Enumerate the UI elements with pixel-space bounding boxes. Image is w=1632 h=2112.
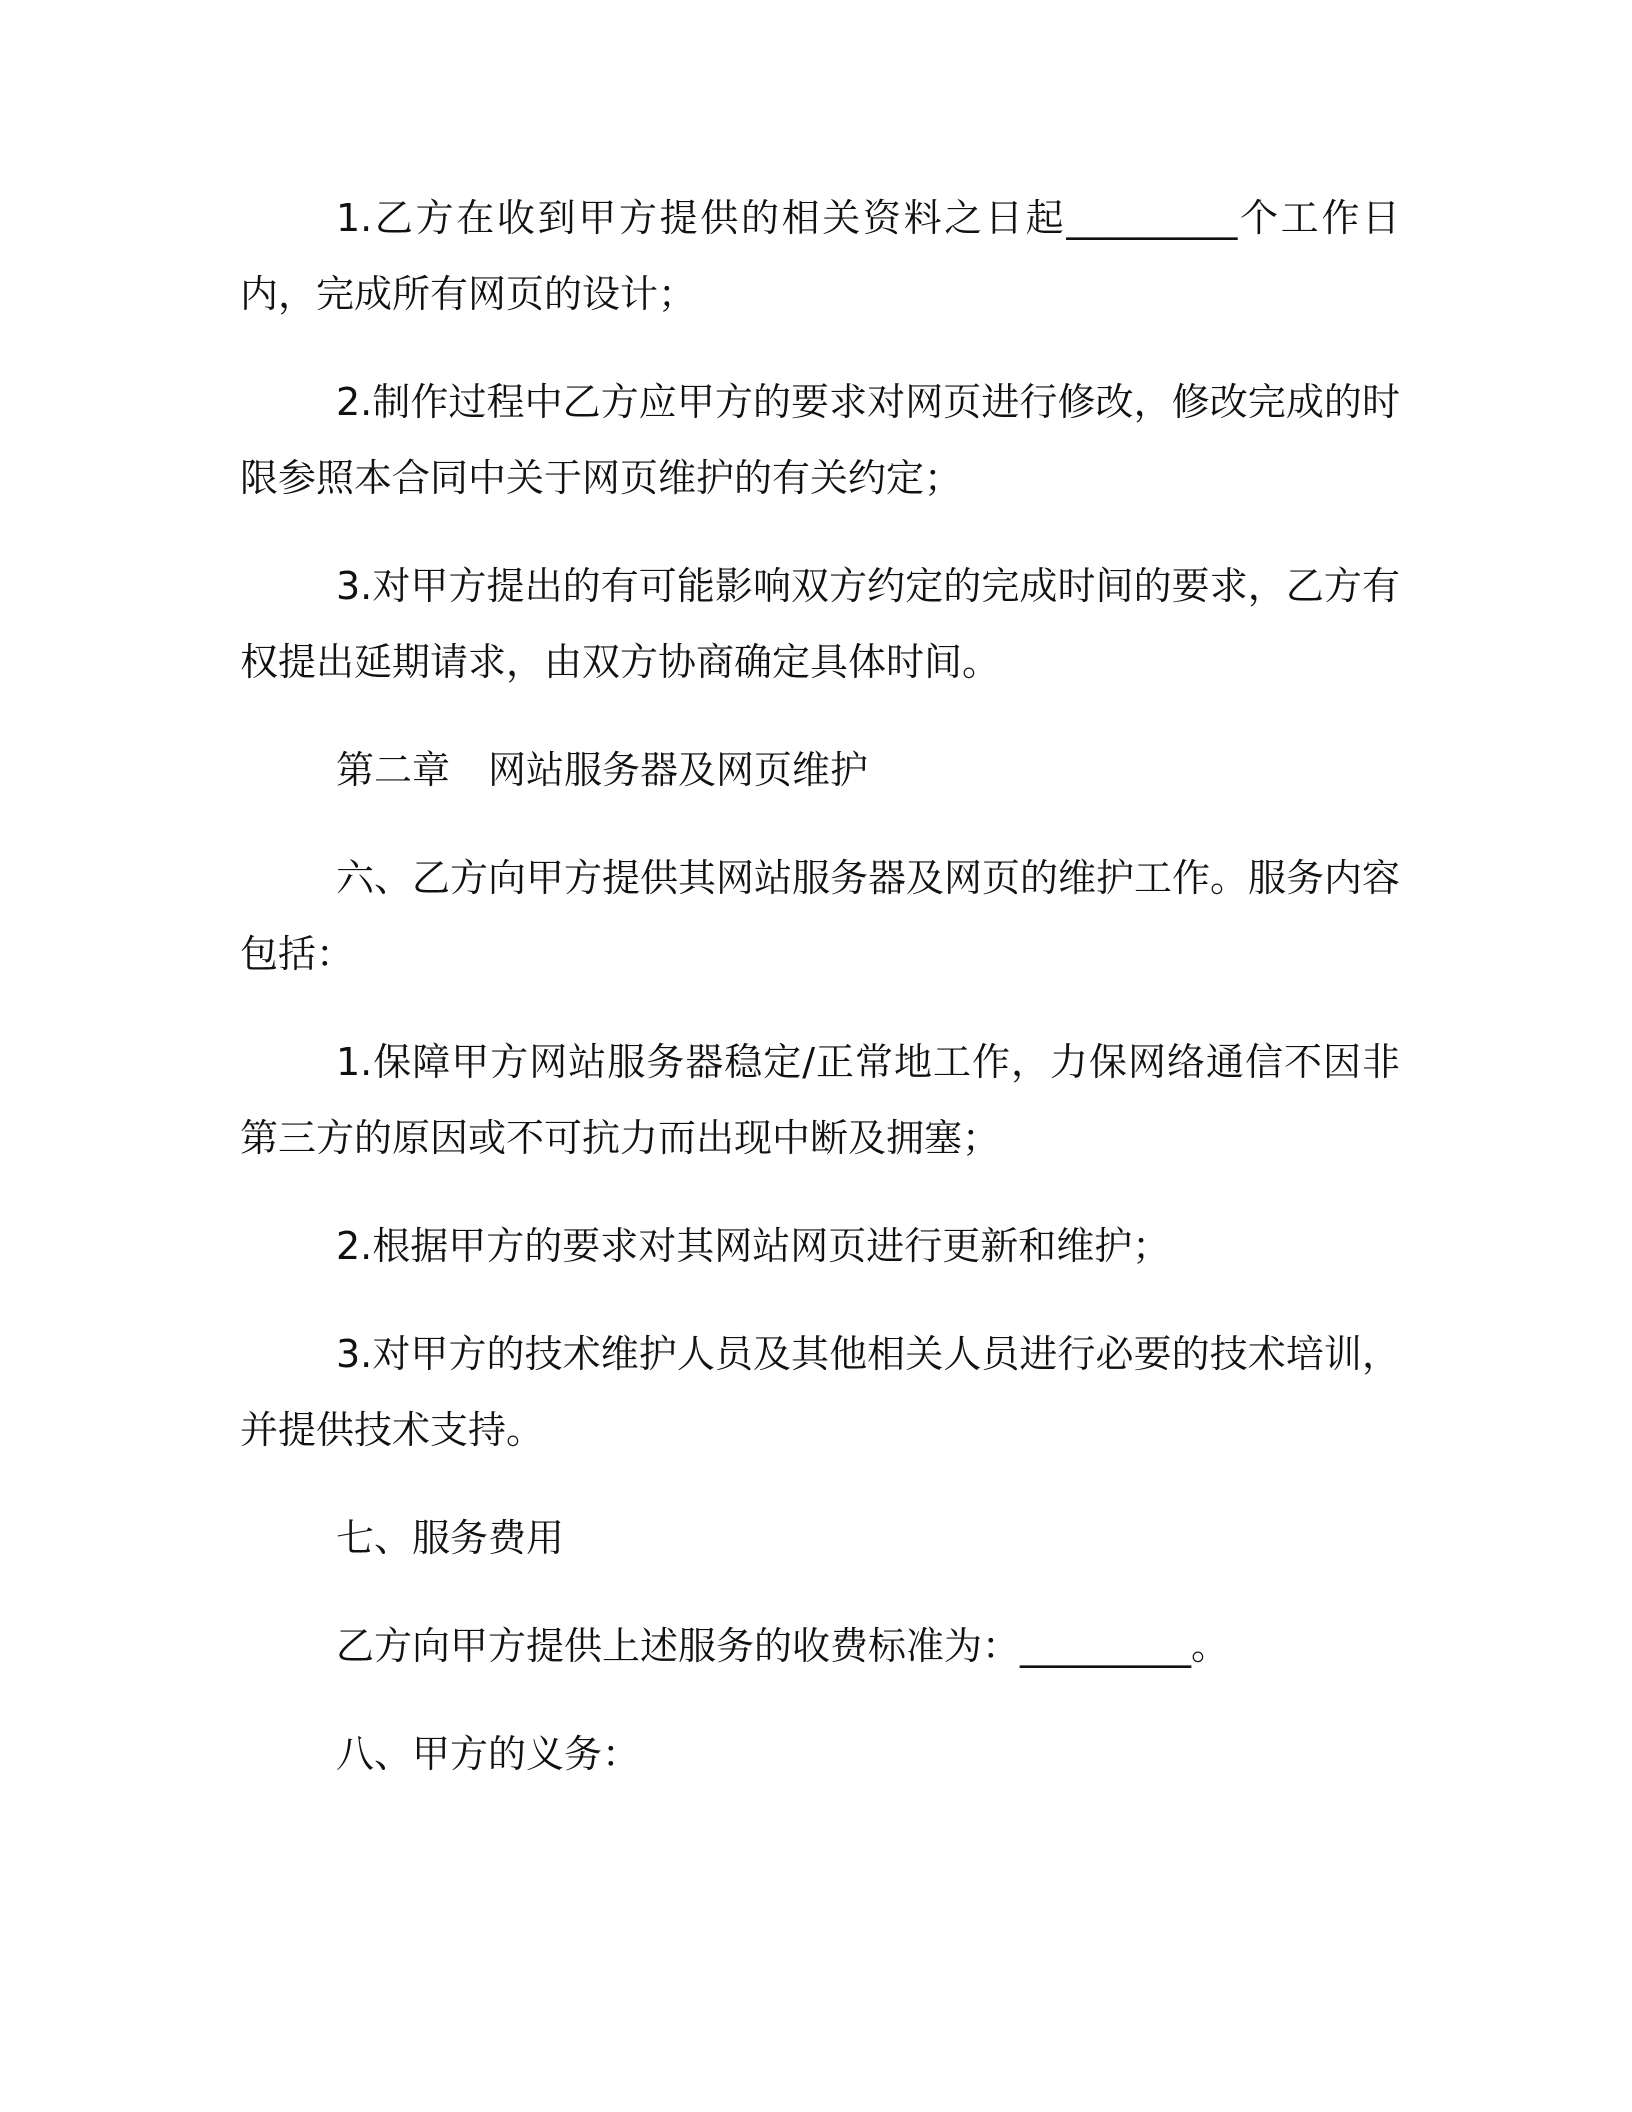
section-6-item-2: 2.根据甲方的要求对其网站网页进行更新和维护； — [336, 1224, 1171, 1268]
document-body — [240, 180, 1400, 1824]
clause-2-modification: 2.制作过程中乙方应甲方的要求对网页进行修改，修改完成的时限参照本合同中关于网页维护的有关约定； — [240, 380, 1400, 500]
section-6-maintenance: 六、乙方向甲方提供其网站服务器及网页的维护工作。服务内容包括： — [240, 856, 1401, 976]
clause-3-extension: 3.对甲方提出的有可能影响双方约定的完成时间的要求，乙方有权提出延期请求，由双方协商确定具体时间。 — [240, 564, 1400, 684]
chapter-2-heading: 第二章 网站服务器及网页维护 — [336, 748, 869, 792]
section-7-heading: 七、服务费用 — [336, 1516, 565, 1560]
section-7-fee: 乙方向甲方提供上述服务的收费标准为：_________。 — [336, 1624, 1230, 1668]
section-6-item-3: 3.对甲方的技术维护人员及其他相关人员进行必要的技术培训，并提供技术支持。 — [240, 1332, 1400, 1452]
clause-1-design-deadline: 1.乙方在收到甲方提供的相关资料之日起_________个工作日内，完成所有网页的设计； — [240, 196, 1400, 316]
section-8-heading: 八、甲方的义务： — [336, 1732, 641, 1776]
section-6-item-1: 1.保障甲方网站服务器稳定/正常地工作，力保网络通信不因非第三方的原因或不可抗力而出现中断及拥塞； — [240, 1040, 1400, 1160]
